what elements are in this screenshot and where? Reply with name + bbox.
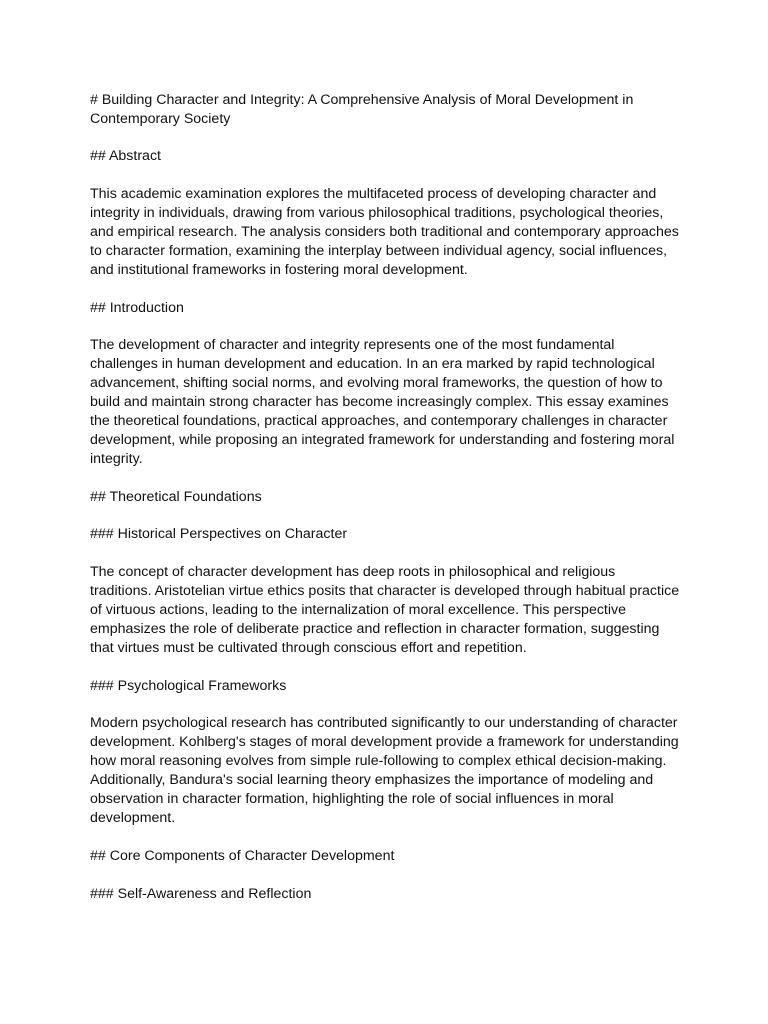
psychological-frameworks-heading: ### Psychological Frameworks bbox=[90, 677, 287, 694]
psychological-frameworks-paragraph: Modern psychological research has contributed significantly to our understanding of character development. Kohlberg's stages of moral development provide a framework for understanding how moral reasoning evolves from simple rule-following to complex ethical decision-making. Additionally, Bandura's social learning theory emphasizes the importance of modeling and observation in character formation, highlighting the role of social influences in moral development. bbox=[90, 715, 679, 826]
abstract-paragraph: This academic examination explores the multifaceted process of developing character and integrity in individuals, drawing from various philosophical traditions, psychological theories, and empirical research. The analysis considers both traditional and contemporary approaches to character formation, examining the interplay between individual agency, social influences, and institutional frameworks in fostering moral development. bbox=[90, 186, 679, 278]
document-title: # Building Character and Integrity: A Comprehensive Analysis of Moral Development in Contemporary Society bbox=[90, 92, 634, 127]
theoretical-foundations-heading: ## Theoretical Foundations bbox=[90, 488, 262, 505]
introduction-heading: ## Introduction bbox=[90, 299, 184, 316]
core-components-heading: ## Core Components of Character Development bbox=[90, 847, 395, 864]
self-awareness-heading: ### Self-Awareness and Reflection bbox=[90, 885, 312, 902]
historical-perspectives-paragraph: The concept of character development has deep roots in philosophical and religious traditions. Aristotelian virtue ethics posits that character is developed through habitual practice of virtuous actions, leading to the internalization of moral excellence. This perspective emphasizes the role of deliberate practice and reflection in character formation, suggesting that virtues must be cultivated through conscious effort and repetition. bbox=[90, 564, 680, 656]
introduction-paragraph: The development of character and integrity represents one of the most fundamental challenges in human development and education. In an era marked by rapid technological advancement, shifting social norms, and evolving moral frameworks, the question of how to build and maintain strong character has become increasingly complex. This essay examines the theoretical foundations, practical approaches, and contemporary challenges in character development, while proposing an integrated framework for understanding and fostering moral integrity. bbox=[90, 337, 675, 467]
document-page bbox=[90, 91, 680, 922]
abstract-heading: ## Abstract bbox=[90, 148, 161, 165]
historical-perspectives-heading: ### Historical Perspectives on Character bbox=[90, 526, 348, 543]
